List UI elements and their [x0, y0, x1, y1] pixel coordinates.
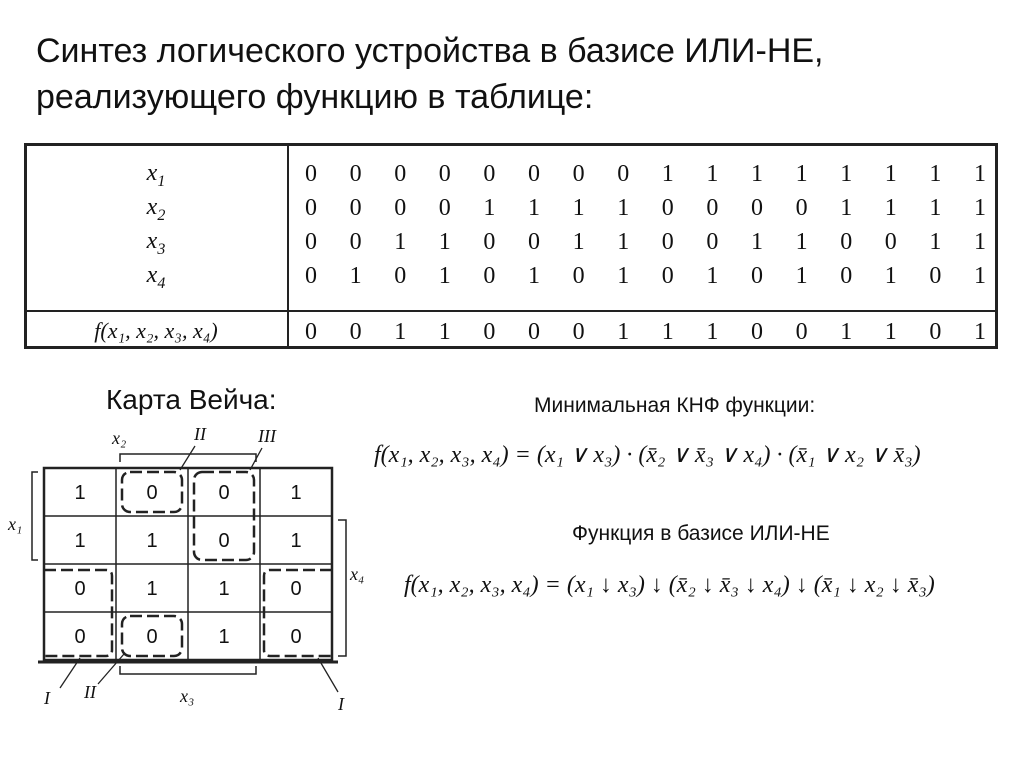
truth-table [24, 143, 998, 349]
table-cell: 1 [751, 161, 763, 187]
row-label-var: x [146, 160, 158, 186]
table-cell: 1 [974, 161, 986, 187]
table-cell: 0 [840, 229, 853, 255]
nor-formula: f(x₁, x₂, x₃, x₄) = (x₁ ↓ x₃) ↓ (x̄₂ ↓ x̄₃ ↓ x₄) ↓ (x̄₁ ↓ x₂ ↓ x̄₃) [404, 572, 935, 598]
table-divider-horizontal [27, 310, 995, 312]
table-cell: 1 [349, 263, 362, 289]
table-cell: 0 [349, 229, 362, 255]
table-cell: 1 [528, 195, 540, 221]
veitch-cell: 0 [290, 578, 302, 600]
table-row [297, 226, 987, 258]
title-line-1: Синтез логического устройства в базисе ИЛИ-НЕ, [36, 32, 824, 70]
table-cell: 0 [349, 195, 362, 221]
table-cell: 0 [394, 195, 407, 221]
bracket-bottom [120, 666, 256, 674]
table-cell: 0 [483, 263, 496, 289]
table-cell: 1 [483, 195, 496, 221]
table-cell: 1 [438, 263, 451, 289]
group-label-i-left: I [44, 688, 50, 708]
function-cell: 1 [438, 319, 451, 345]
function-cell: 0 [572, 319, 585, 345]
function-cell: 0 [483, 319, 496, 345]
row-label-sub: 3 [157, 240, 166, 258]
table-cell: 1 [840, 195, 853, 221]
veitch-label-x4: x₄ [350, 564, 365, 584]
row-label-x4 [27, 262, 285, 293]
table-cell: 0 [751, 195, 763, 221]
table-divider-vertical [287, 146, 289, 346]
function-cell: 0 [751, 319, 763, 345]
function-cell: 1 [394, 319, 407, 345]
table-cell: 1 [884, 195, 897, 221]
table-row [297, 260, 987, 292]
function-cell: 1 [840, 319, 853, 345]
table-cell: 1 [840, 161, 853, 187]
veitch-cell: 0 [74, 578, 86, 600]
table-cell: 0 [528, 229, 540, 255]
function-cell: 0 [795, 319, 808, 345]
table-cell: 1 [795, 161, 808, 187]
veitch-map-label: Карта Вейча: [106, 384, 277, 415]
table-cell: 1 [617, 229, 630, 255]
veitch-cell: 1 [146, 578, 158, 600]
veitch-map [0, 420, 380, 720]
table-cell: 0 [528, 161, 540, 187]
table-cell: 1 [884, 161, 897, 187]
row-label-sub: 1 [157, 172, 166, 190]
table-cell: 0 [483, 161, 496, 187]
table-cell: 1 [974, 263, 986, 289]
function-cell: 0 [305, 319, 317, 345]
veitch-cell: 0 [218, 530, 230, 552]
table-cell: 0 [572, 161, 585, 187]
function-cell: 1 [706, 319, 719, 345]
veitch-cell: 1 [290, 530, 302, 552]
table-cell: 1 [706, 263, 719, 289]
table-cell: 1 [572, 195, 585, 221]
table-cell: 1 [974, 195, 986, 221]
title-line-2: реализующего функцию в таблице: [36, 78, 594, 116]
table-cell: 0 [840, 263, 853, 289]
leader-ii-top [180, 446, 195, 470]
table-cell: 0 [661, 229, 674, 255]
function-cell: 1 [617, 319, 630, 345]
function-row [297, 316, 987, 348]
table-cell: 1 [617, 195, 630, 221]
table-cell: 1 [438, 229, 451, 255]
table-cell: 0 [305, 229, 317, 255]
table-cell: 1 [617, 263, 630, 289]
table-cell: 0 [305, 195, 317, 221]
table-row [297, 192, 987, 224]
table-cell: 1 [795, 229, 808, 255]
table-cell: 0 [438, 195, 451, 221]
row-label-x3 [27, 228, 285, 259]
bracket-left [32, 472, 38, 560]
table-cell: 1 [974, 229, 986, 255]
veitch-cell: 1 [290, 482, 302, 504]
table-cell: 1 [884, 263, 897, 289]
knf-formula: f(x₁, x₂, x₃, x₄) = (x₁ ∨ x₃) · (x̄₂ ∨ x̄₃ ∨ x₄) · (x̄₁ ∨ x₂ ∨ x̄₃) [374, 442, 921, 468]
table-cell: 0 [305, 263, 317, 289]
veitch-cell: 0 [146, 482, 158, 504]
table-cell: 0 [661, 263, 674, 289]
table-cell: 1 [929, 195, 942, 221]
veitch-cell: 0 [74, 626, 86, 648]
veitch-cell: 0 [290, 626, 302, 648]
function-cell: 0 [528, 319, 540, 345]
table-cell: 0 [394, 263, 407, 289]
table-cell: 0 [706, 229, 719, 255]
table-cell: 1 [929, 229, 942, 255]
table-cell: 1 [394, 229, 407, 255]
table-cell: 0 [661, 195, 674, 221]
veitch-label-x2: x₂ [112, 428, 127, 448]
table-cell: 0 [929, 263, 942, 289]
row-label-var: x [146, 194, 158, 220]
table-cell: 0 [483, 229, 496, 255]
table-cell: 0 [884, 229, 897, 255]
row-label-sub: 2 [157, 206, 166, 224]
leader-iii [250, 448, 262, 470]
slide-title [36, 28, 996, 120]
table-cell: 0 [706, 195, 719, 221]
table-cell: 1 [528, 263, 540, 289]
function-cell: 0 [929, 319, 942, 345]
table-cell: 0 [438, 161, 451, 187]
function-cell: 0 [349, 319, 362, 345]
row-label-x1 [27, 160, 285, 191]
table-cell: 1 [751, 229, 763, 255]
veitch-label-x3: x₃ [180, 686, 195, 706]
function-cell: 1 [884, 319, 897, 345]
table-cell: 1 [661, 161, 674, 187]
group-label-i-right: I [338, 694, 344, 714]
veitch-cell: 0 [218, 482, 230, 504]
function-cell: 1 [974, 319, 986, 345]
function-cell: 1 [661, 319, 674, 345]
row-label-var: x [146, 228, 158, 254]
table-row [297, 158, 987, 190]
veitch-cell: 1 [218, 626, 230, 648]
row-label-x2 [27, 194, 285, 225]
table-cell: 0 [751, 263, 763, 289]
bracket-right [338, 520, 346, 656]
veitch-cell: 0 [146, 626, 158, 648]
table-cell: 0 [305, 161, 317, 187]
function-label: f(x₁, x₂, x₃, x₄) [94, 318, 218, 343]
veitch-cell: 1 [74, 530, 86, 552]
table-cell: 1 [572, 229, 585, 255]
table-cell: 1 [929, 161, 942, 187]
veitch-cell: 1 [146, 530, 158, 552]
row-label-sub: 4 [157, 274, 166, 292]
table-cell: 0 [617, 161, 630, 187]
table-cell: 0 [349, 161, 362, 187]
row-label-var: x [146, 262, 158, 288]
knf-label: Минимальная КНФ функции: [534, 394, 816, 417]
veitch-label-x1: x₁ [8, 514, 23, 534]
veitch-cell: 1 [218, 578, 230, 600]
table-cell: 0 [795, 195, 808, 221]
nor-label: Функция в базисе ИЛИ-НЕ [572, 522, 830, 545]
table-cell: 1 [706, 161, 719, 187]
table-cell: 0 [572, 263, 585, 289]
group-label-ii-bottom: II [84, 682, 96, 702]
group-label-ii-top: II [194, 424, 206, 444]
group-label-iii: III [258, 426, 276, 446]
table-cell: 1 [795, 263, 808, 289]
veitch-cell: 1 [74, 482, 86, 504]
table-cell: 0 [394, 161, 407, 187]
